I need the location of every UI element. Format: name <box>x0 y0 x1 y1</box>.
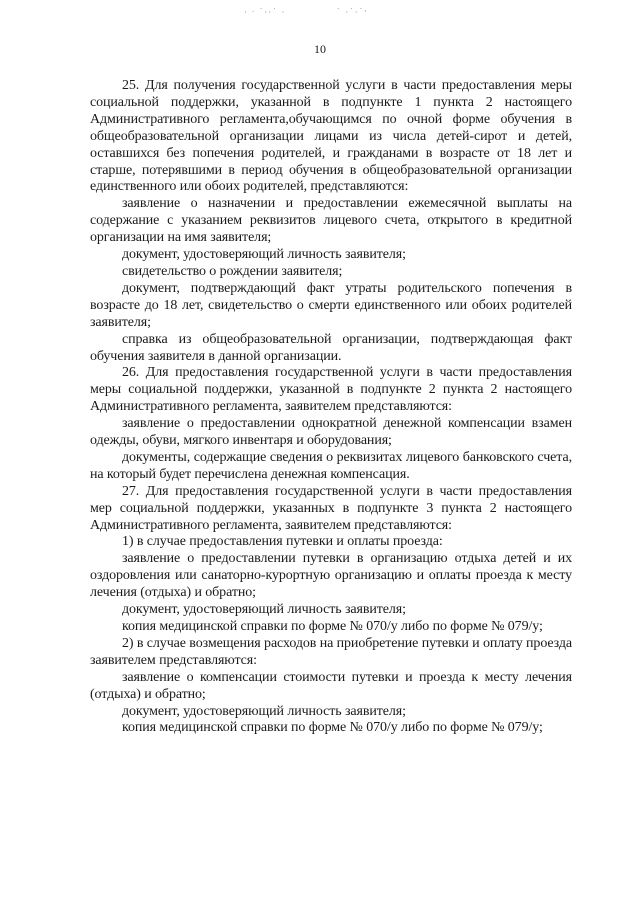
list-item: документ, подтверждающий факт утраты родительского попечения в возрасте до 18 лет, свидетельство о смерти единственного или обоих родителей заявителя; <box>90 280 572 330</box>
list-item: заявление о предоставлении путевки в организацию отдыха детей и их оздоровления или санаторно-курортную организацию и оплаты проезда к месту лечения (отдыха) и обратно; <box>90 551 572 601</box>
list-item: справка из общеобразовательной организации, подтверждающая факт обучения заявителя в данной организации. <box>90 331 572 364</box>
list-item: документ, удостоверяющий личность заявителя; <box>122 247 406 263</box>
list-item: документ, удостоверяющий личность заявителя; <box>122 602 406 618</box>
list-item: документы, содержащие сведения о реквизитах лицевого банковского счета, на который будет перечислена денежная компенсация. <box>90 449 572 482</box>
list-item: заявление о предоставлении однократной денежной компенсации взамен одежды, обуви, мягкого инвентаря и оборудования; <box>90 416 572 449</box>
paragraph-25: 25. Для получения государственной услуги в части предоставления меры социальной поддержки, указанной в подпункте 1 пункта 2 настоящего Административного регламента,обучающимся по очной форме обучения в общеобразовательной организации лицами из числа детей-сирот и детей, оставшихся без попечения родителей, и гражданами в возрасте от 18 лет и старше, потерявшими в период обучения в общеобразовательной организации единственного или обоих родителей, представляются: <box>90 78 572 195</box>
list-item: копия медицинской справки по форме № 070/у либо по форме № 079/у; <box>122 619 543 634</box>
subitem-1: 1) в случае предоставления путевки и оплаты проезда: <box>122 534 443 550</box>
page-number: 10 <box>314 42 326 56</box>
scan-artifact-left: · ᐧ ˙··˙ · <box>244 8 286 18</box>
paragraph-27: 27. Для предоставления государственной услуги в части предоставления мер социальной поддержки, указанных в подпункте 3 пункта 2 настоящего Административного регламента, заявителем представляются: <box>90 483 572 533</box>
document-body <box>90 78 572 737</box>
subitem-2: 2) в случае возмещения расходов на приобретение путевки и оплату проезда заявителем представляются: <box>90 635 572 668</box>
list-item: заявление о компенсации стоимости путевки и проезда к месту лечения (отдыха) и обратно; <box>90 669 572 702</box>
list-item: свидетельство о рождении заявителя; <box>122 263 343 279</box>
paragraph-26: 26. Для предоставления государственной услуги в части предоставления меры социальной поддержки, указанной в подпункте 2 пункта 2 настоящего Административного регламента, заявителем представляются: <box>90 365 572 415</box>
scan-artifact-right: ˙ ·˙·˙ˑ <box>336 8 369 18</box>
list-item: заявление о назначении и предоставлении ежемесячной выплаты на содержание с указанием реквизитов лицевого счета, открытого в кредитной организации на имя заявителя; <box>90 196 572 246</box>
list-item: копия медицинской справки по форме № 070/у либо по форме № 079/у; <box>122 720 543 736</box>
list-item: документ, удостоверяющий личность заявителя; <box>122 703 406 719</box>
